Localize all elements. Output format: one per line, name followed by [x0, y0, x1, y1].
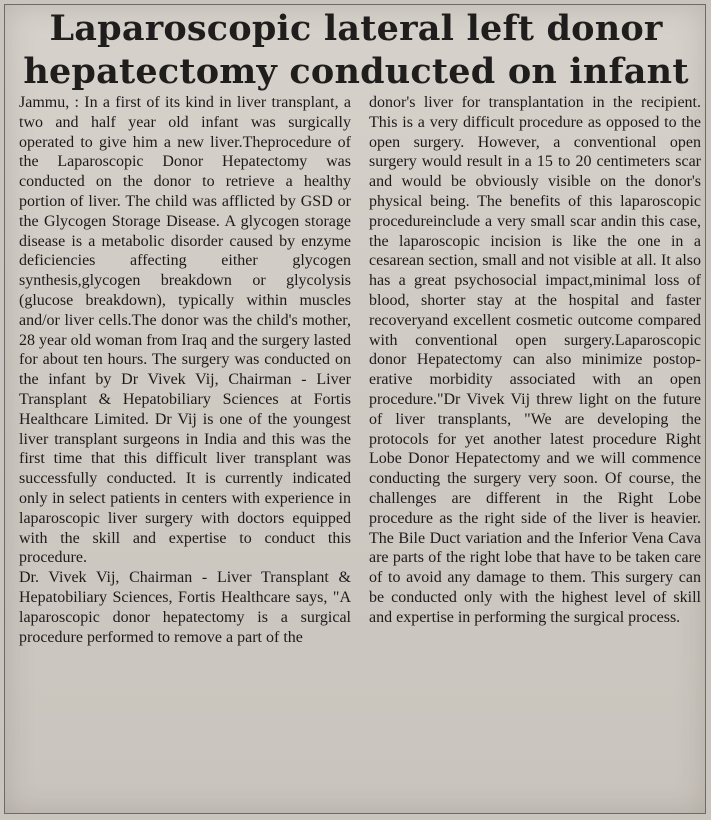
- newspaper-clipping: [4, 4, 706, 814]
- article-body: [19, 93, 701, 809]
- column-right: [369, 93, 701, 809]
- paragraph: Jammu, : In a first of its kind in liver transplant, a two and half year old infant was surgically operated to give him a new liver.Theprocedure of the Laparoscopic Donor Hepatectomy was conducted on the donor to retrieve a healthy portion of liver. The child was afflicted by GSD or the Glycogen Storage Disease. A glycogen storage disease is a metabolic disorder caused by enzyme deficiencies affecting either glycogen synthesis,glycogen breakdown or glycolysis (glucose breakdown), typically within muscles and/or liver cells.The donor was the child's mother, 28 year old woman from Iraq and the surgery lasted for about ten hours. The surgery was conducted on the infant by Dr Vivek Vij, Chairman - Liver Transplant & Hepatobiliary Sciences at Fortis Healthcare Limited. Dr Vij is one of the youngest liver transplant surgeons in India and this was the first time that this difficult liver transplant was successfully conducted. It is currently indicated only in select patients in centers with experience in laparoscopic liver surgery with doctors equipped with the skill and expertise to conduct this procedure.: [19, 94, 351, 567]
- headline: [5, 7, 707, 93]
- column-left: [19, 93, 351, 809]
- paragraph: donor's liver for transplantation in the recipient. This is a very difficult procedure as opposed to the open surgery. However, a conventional open surgery would result in a 15 to 20 centimeters scar and would be obviously visible on the donor's physical being. The benefits of this laparoscopic procedureinclude a very small scar andin this case, the laparoscopic incision is like the one in a cesarean section, small and not visible at all. It also has a great psychosocial impact,minimal loss of blood, shorter stay at the hospital and faster recoveryand excellent cosmetic outcome compared with conventional open surgery.Laparoscopic donor Hepatectomy can also minimize postoperative morbidity associated with an open procedure."Dr Vivek Vij threw light on the future of liver transplants, "We are developing the protocols for yet another latest procedure Right Lobe Donor Hepatectomy and we will commence conducting the surgery very soon. Of course, the challenges are different in the Right Lobe procedure as the right side of the liver is heavier. The Bile Duct variation and the Inferior Vena Cava are parts of the right lobe that have to be taken care of to avoid any damage to them. This surgery can be conducted only with the highest level of skill and expertise in performing the surgical process.: [369, 94, 701, 626]
- headline-line-2: hepatectomy conducted on infant: [23, 51, 689, 92]
- paragraph: Dr. Vivek Vij, Chairman - Liver Transplant & Hepatobiliary Sciences, Fortis Healthcare says, "A laparoscopic donor hepatectomy is a surgical procedure performed to remove a part of the: [19, 569, 351, 646]
- headline-line-1: Laparoscopic lateral left donor: [49, 8, 663, 49]
